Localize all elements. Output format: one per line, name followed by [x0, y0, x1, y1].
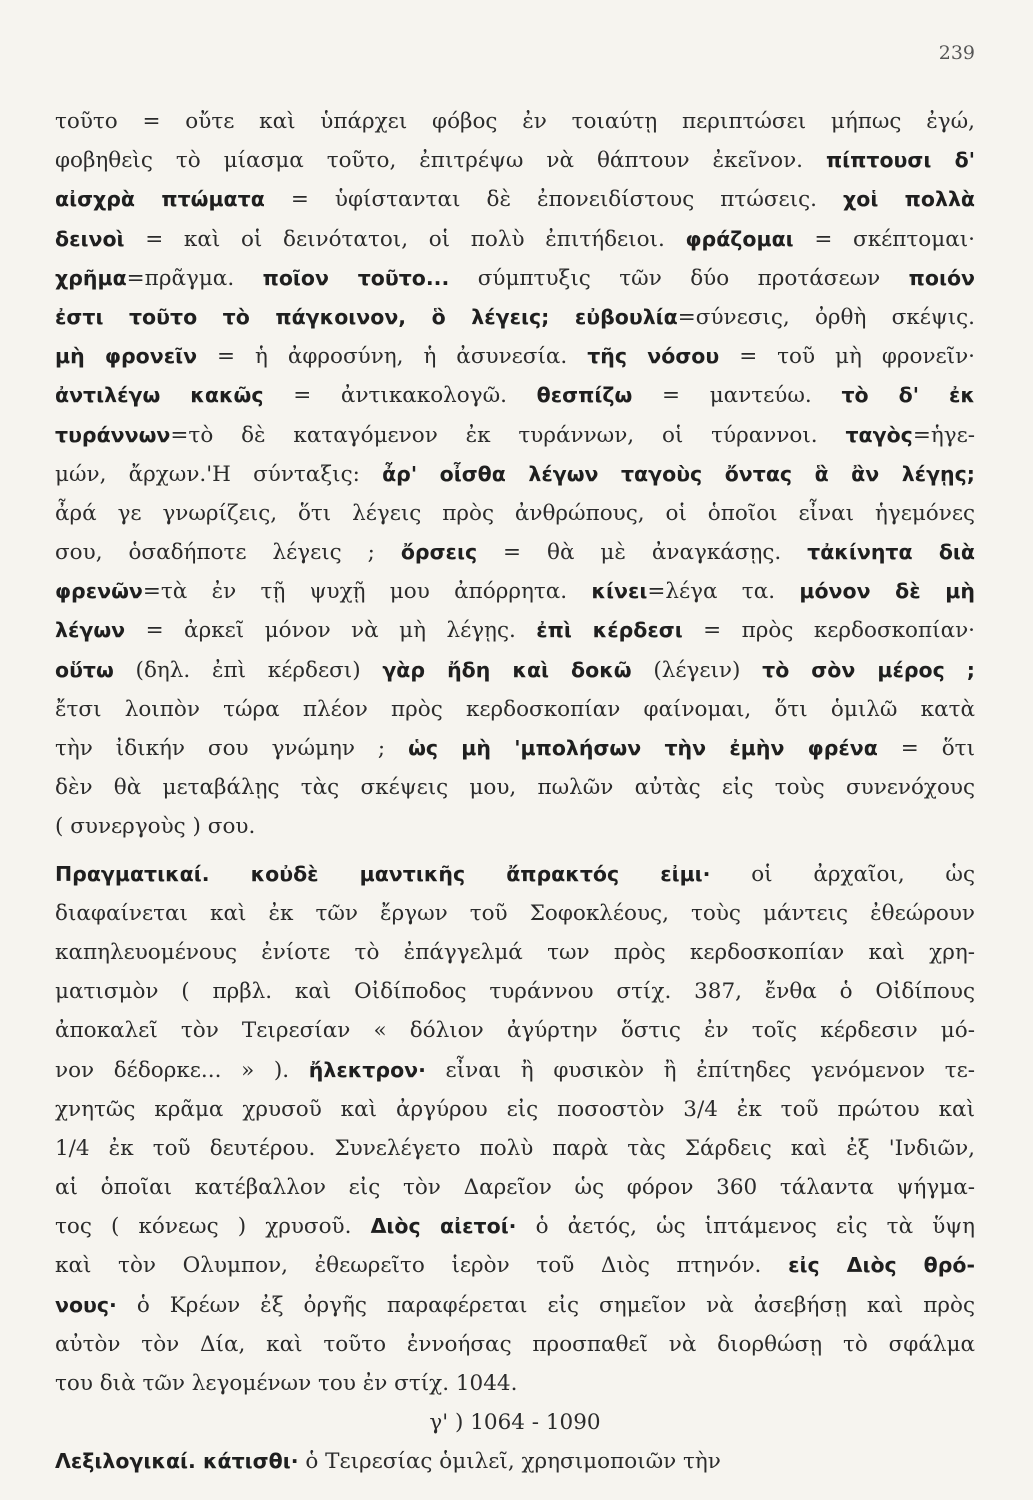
gloss-text: καὶ τὸν Ολυμπον, ἐθεωρεῖτο ἱερὸν τοῦ Διὸς πτηνόν.: [55, 1253, 789, 1279]
gloss-text: νον δέδορκε... » ).: [55, 1057, 309, 1083]
text-line: [55, 1246, 975, 1285]
gloss-text: χνητῶς κρᾶμα χρυσοῦ καὶ ἀργύρου εἰς ποσοστὸν 3/4 ἐκ τοῦ πρώτου καὶ: [55, 1096, 975, 1122]
lemma-term: φρενῶν: [55, 579, 143, 604]
gloss-text: τος ( κόνεως ) χρυσοῦ.: [55, 1214, 371, 1240]
lemma-term: ποῖον τοῦτο...: [262, 265, 450, 290]
lemma-term: ἆρ' οἶσθα λέγων ταγοὺς ὄντας ἃ ἂν λέγῃς;: [382, 461, 975, 486]
text-line: [55, 180, 975, 219]
lemma-term: δεινοὶ: [55, 226, 125, 251]
gloss-text: καπηλευομένους ἐνίοτε τὸ ἐπάγγελμά των πρὸς κερδοσκοπίαν καὶ χρη-: [55, 939, 975, 965]
gloss-text: σύμπτυξις τῶν δύο προτάσεων: [449, 265, 909, 291]
gloss-text: ἆρά γε γνωρίζεις, ὅτι λέγεις πρὸς ἀνθρώπους, οἱ ὁποῖοι εἶναι ἡγεμόνες: [55, 500, 975, 526]
text-line: [55, 337, 975, 376]
lemma-term: ἀντιλέγω κακῶς: [55, 383, 264, 408]
gloss-text: = ὅτι: [877, 736, 976, 761]
text-line: [55, 259, 975, 298]
text-line: [55, 141, 975, 180]
lemma-term: τὸ σὸν μέρος ;: [762, 657, 975, 682]
text-line: [55, 1129, 975, 1168]
gloss-text: =ἡγε-: [912, 422, 975, 448]
lemma-term: κίνει: [591, 579, 648, 604]
lemma-term: νους·: [55, 1292, 117, 1317]
gloss-text: ὁ Τειρεσίας ὁμιλεῖ, χρησιμοποιῶν τὴν: [298, 1449, 721, 1475]
lemma-term: ἐπὶ κέρδεσι: [536, 618, 683, 643]
text-line: [55, 933, 975, 972]
gloss-text: = ἀρκεῖ μόνον νὰ μὴ λέγῃς.: [125, 618, 537, 644]
lemma-term: γὰρ ἤδη καὶ δοκῶ: [382, 657, 632, 682]
gloss-text: = πρὸς κερδοσκοπίαν·: [682, 618, 975, 644]
text-line: [55, 1011, 975, 1050]
text-line: [55, 1364, 975, 1403]
lemma-term: εἰς Διὸς θρό-: [788, 1253, 976, 1278]
gloss-text: =τὸ δὲ καταγόμενον ἐκ τυράννων, οἱ τύραννοι.: [170, 422, 846, 448]
lemma-term: χοἱ πολλὰ: [843, 187, 975, 212]
text-line: [55, 807, 975, 846]
gloss-text: ὁ Κρέων ἐξ ὀργῆς παραφέρεται εἰς σημεῖον νὰ ἀσεβήσῃ καὶ πρὸς: [116, 1292, 975, 1318]
lemma-term: ὄρσεις: [400, 540, 478, 565]
page-number: 239: [938, 42, 975, 64]
gloss-text: ὁ ἀετός, ὡς ἱπτάμενος εἰς τὰ ὕψη: [516, 1214, 976, 1240]
gloss-text: ( συνεργοὺς ) σου.: [55, 814, 256, 840]
gloss-text: (λέγειν): [631, 657, 763, 683]
lemma-term: ταγὸς: [845, 422, 913, 447]
gloss-text: αἱ ὁποῖαι κατέβαλλον εἰς τὸν Δαρεῖον ὡς φόρον 360 τάλαντα ψήγμα-: [55, 1175, 975, 1201]
gloss-text: =λέγα τα.: [647, 579, 800, 605]
text-line: [55, 1442, 975, 1481]
commentary-text: [55, 102, 975, 1482]
text-line: [55, 220, 975, 259]
lemma-term: θεσπίζω: [536, 383, 633, 408]
gloss-text: = ἡ ἀφροσύνη, ἡ ἀσυνεσία.: [197, 344, 588, 370]
gloss-text: = ἀντικακολογῶ.: [263, 383, 537, 409]
text-line: [55, 376, 975, 415]
lemma-term: ὡς μὴ 'μπολήσων τὴν ἐμὴν φρένα: [408, 736, 878, 760]
lemma-term: τῆς νόσου: [587, 344, 720, 369]
lemma-term: μόνον δὲ μὴ: [799, 579, 975, 604]
lemma-term: χρῆμα: [55, 265, 127, 290]
lemma-term: Πραγματικαί. κοὐδὲ μαντικῆς ἄπρακτός εἰμι·: [55, 861, 711, 886]
gloss-text: οἱ ἀρχαῖοι, ὡς: [710, 861, 975, 887]
lemma-term: τυράννων: [55, 422, 171, 447]
gloss-text: τοῦτο = οὔτε καὶ ὑπάρχει φόβος ἐν τοιαύτῃ περιπτώσει μήπως ἐγώ,: [55, 109, 975, 134]
gloss-text: = σκέπτομαι·: [793, 226, 975, 252]
gloss-text: αὐτὸν τὸν Δία, καὶ τοῦτο ἐννοήσας προσπαθεῖ νὰ διορθώσῃ τὸ σφάλμα: [55, 1331, 975, 1357]
text-line: [55, 533, 975, 572]
gloss-text: =πρᾶγμα.: [126, 265, 263, 291]
text-line: [55, 1325, 975, 1364]
lemma-term: πίπτουσι δ': [825, 148, 975, 173]
text-line: [55, 1207, 975, 1246]
lemma-term: ἤλεκτρον·: [308, 1057, 426, 1082]
text-line: [55, 651, 975, 690]
lemma-term: οὕτω: [55, 657, 114, 682]
gloss-text: δὲν θὰ μεταβάλῃς τὰς σκέψεις μου, πωλῶν αὐτὰς εἰς τοὺς συνενόχους: [55, 775, 975, 801]
text-line: [55, 416, 975, 455]
lemma-term: Διὸς αἰετοί·: [370, 1214, 517, 1239]
lemma-term: Λεξιλογικαί. κάτισθι·: [55, 1449, 299, 1474]
text-line: [55, 894, 975, 933]
gloss-text: γ' ) 1064 - 1090: [429, 1410, 601, 1436]
text-line: [55, 494, 975, 533]
lemma-term: τἀκίνητα διὰ: [807, 540, 975, 565]
lemma-term: αἰσχρὰ πτώματα: [55, 187, 265, 212]
gloss-text: = θὰ μὲ ἀναγκάσῃς.: [477, 540, 808, 566]
lemma-term: ἐστι τοῦτο τὸ πάγκοινον, ὃ λέγεις; εὐβουλία: [55, 304, 678, 329]
gloss-text: =σύνεσις, ὀρθὴ σκέψις.: [677, 304, 976, 330]
gloss-text: του διὰ τῶν λεγομένων του ἐν στίχ. 1044.: [55, 1371, 518, 1396]
text-line: [55, 768, 975, 807]
lemma-term: φράζομαι: [685, 226, 794, 251]
text-line: [55, 1286, 975, 1325]
text-line: [55, 611, 975, 650]
gloss-text: ματισμὸν ( πρβλ. καὶ Οἰδίποδος τυράννου στίχ. 387, ἔνθα ὁ Οἰδίπους: [55, 979, 975, 1005]
gloss-text: σου, ὁσαδήποτε λέγεις ;: [55, 540, 401, 566]
gloss-text: (δηλ. ἐπὶ κέρδεσι): [113, 657, 383, 683]
lemma-term: μὴ φρονεῖν: [55, 344, 198, 369]
gloss-text: ἀποκαλεῖ τὸν Τειρεσίαν « δόλιον ἀγύρτην ὅστις ἐν τοῖς κέρδεσιν μό-: [55, 1018, 975, 1044]
text-line: [55, 729, 975, 768]
text-line: [55, 855, 975, 894]
text-line: [55, 972, 975, 1011]
lemma-term: ποιόν: [908, 265, 975, 290]
gloss-text: διαφαίνεται καὶ ἐκ τῶν ἔργων τοῦ Σοφοκλέους, τοὺς μάντεις ἐθεώρουν: [55, 900, 975, 926]
gloss-text: = τοῦ μὴ φρονεῖν·: [719, 344, 976, 370]
lemma-term: τὸ δ' ἐκ: [841, 383, 975, 408]
text-line: [55, 455, 975, 494]
gloss-text: εἶναι ἢ φυσικὸν ἢ ἐπίτηδες γενόμενον τε-: [425, 1057, 975, 1083]
gloss-text: μών, ἄρχων.'Η σύνταξις:: [55, 461, 383, 487]
lemma-term: λέγων: [55, 618, 126, 643]
text-line: [55, 572, 975, 611]
gloss-text: = καὶ οἱ δεινότατοι, οἱ πολὺ ἐπιτήδειοι.: [124, 226, 686, 252]
text-line: [55, 1403, 975, 1442]
gloss-text: τὴν ἰδικήν σου γνώμην ;: [55, 736, 409, 761]
text-line: [55, 1168, 975, 1207]
text-line: [55, 690, 975, 729]
gloss-text: =τὰ ἐν τῇ ψυχῇ μου ἀπόρρητα.: [142, 579, 592, 605]
gloss-text: = μαντεύω.: [632, 383, 842, 409]
gloss-text: = ὑφίστανται δὲ ἐπονειδίστους πτώσεις.: [264, 187, 844, 213]
gloss-text: φοβηθεὶς τὸ μίασμα τοῦτο, ἐπιτρέψω νὰ θάπτουν ἐκεῖνον.: [55, 148, 826, 174]
text-line: [55, 102, 975, 141]
text-line: [55, 1051, 975, 1090]
gloss-text: ἔτσι λοιπὸν τώρα πλέον πρὸς κερδοσκοπίαν φαίνομαι, ὅτι ὁμιλῶ κατὰ: [55, 696, 975, 722]
text-line: [55, 1090, 975, 1129]
gloss-text: 1/4 ἐκ τοῦ δευτέρου. Συνελέγετο πολὺ παρὰ τὰς Σάρδεις καὶ ἐξ 'Ινδιῶν,: [55, 1135, 975, 1161]
text-line: [55, 298, 975, 337]
